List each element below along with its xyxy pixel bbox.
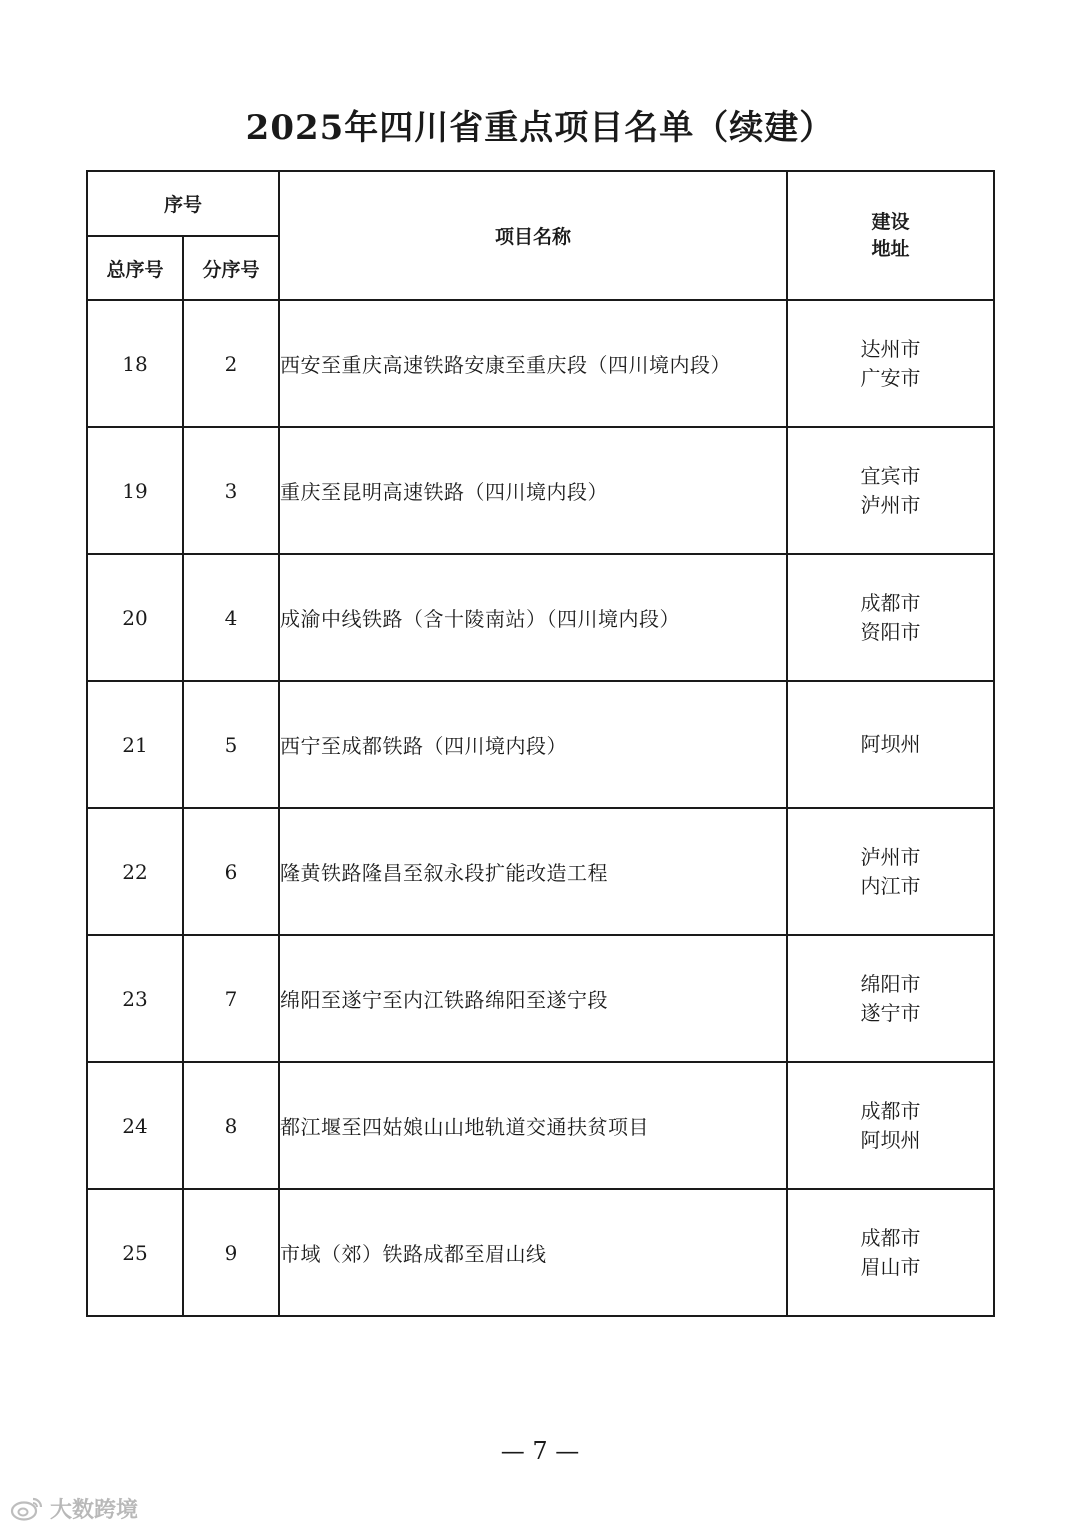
location-cell xyxy=(787,300,994,427)
location-line: 成都市 xyxy=(860,1225,921,1250)
sub-seq-cell: 9 xyxy=(183,1189,279,1316)
header-sub-seq: 分序号 xyxy=(183,236,279,300)
location-line: 泸州市 xyxy=(860,492,921,517)
location-cell xyxy=(787,554,994,681)
table-row xyxy=(87,935,994,1062)
project-name-cell: 都江堰至四姑娘山山地轨道交通扶贫项目 xyxy=(279,1062,787,1189)
location-cell xyxy=(787,1062,994,1189)
total-seq-cell: 23 xyxy=(87,935,183,1062)
sub-seq-cell: 4 xyxy=(183,554,279,681)
project-name-cell: 重庆至昆明高速铁路（四川境内段） xyxy=(279,427,787,554)
location-line: 泸州市 xyxy=(860,844,921,869)
location-cell xyxy=(787,427,994,554)
location-line: 宜宾市 xyxy=(860,463,921,488)
location-line: 内江市 xyxy=(860,873,921,898)
table-row xyxy=(87,808,994,935)
project-name-cell: 市域（郊）铁路成都至眉山线 xyxy=(279,1189,787,1316)
total-seq-cell: 20 xyxy=(87,554,183,681)
sub-seq-cell: 8 xyxy=(183,1062,279,1189)
table-row xyxy=(87,554,994,681)
location-line: 阿坝州 xyxy=(860,1127,921,1152)
location-line: 广安市 xyxy=(860,365,921,390)
sub-seq-cell: 6 xyxy=(183,808,279,935)
table-row xyxy=(87,1062,994,1189)
project-table xyxy=(86,170,995,1317)
total-seq-cell: 18 xyxy=(87,300,183,427)
location-line: 达州市 xyxy=(860,336,921,361)
header-project-name: 项目名称 xyxy=(279,171,787,300)
header-location xyxy=(787,171,994,300)
header-location-line2: 地址 xyxy=(871,237,910,260)
table-row xyxy=(87,1189,994,1316)
project-name-cell: 绵阳至遂宁至内江铁路绵阳至遂宁段 xyxy=(279,935,787,1062)
project-name-cell: 西安至重庆高速铁路安康至重庆段（四川境内段） xyxy=(279,300,787,427)
table-row xyxy=(87,300,994,427)
total-seq-cell: 21 xyxy=(87,681,183,808)
location-line: 成都市 xyxy=(860,590,921,615)
watermark xyxy=(10,1493,138,1524)
table-header-row xyxy=(87,171,994,236)
location-cell xyxy=(787,1189,994,1316)
sub-seq-cell: 7 xyxy=(183,935,279,1062)
page-number: — 7 — xyxy=(500,1437,580,1465)
table-row xyxy=(87,427,994,554)
header-location-line1: 建设 xyxy=(871,210,910,233)
location-line: 成都市 xyxy=(860,1098,921,1123)
sub-seq-cell: 5 xyxy=(183,681,279,808)
header-total-seq: 总序号 xyxy=(87,236,183,300)
location-line: 阿坝州 xyxy=(860,732,921,756)
total-seq-cell: 24 xyxy=(87,1062,183,1189)
sub-seq-cell: 2 xyxy=(183,300,279,427)
project-name-cell: 隆黄铁路隆昌至叙永段扩能改造工程 xyxy=(279,808,787,935)
document-title: 2025年四川省重点项目名单（续建） xyxy=(245,108,835,148)
location-cell xyxy=(787,681,994,808)
total-seq-cell: 25 xyxy=(87,1189,183,1316)
watermark-text: 大数跨境 xyxy=(50,1498,139,1523)
weibo-logo-icon xyxy=(10,1496,44,1522)
project-name-cell: 西宁至成都铁路（四川境内段） xyxy=(279,681,787,808)
header-seq-group: 序号 xyxy=(87,171,279,236)
location-line: 遂宁市 xyxy=(860,1000,921,1025)
project-name-cell: 成渝中线铁路（含十陵南站）（四川境内段） xyxy=(279,554,787,681)
location-line: 眉山市 xyxy=(860,1254,921,1279)
total-seq-cell: 22 xyxy=(87,808,183,935)
location-line: 绵阳市 xyxy=(860,971,921,996)
location-line: 资阳市 xyxy=(860,619,921,644)
table-row xyxy=(87,681,994,808)
location-cell xyxy=(787,808,994,935)
location-cell xyxy=(787,935,994,1062)
sub-seq-cell: 3 xyxy=(183,427,279,554)
total-seq-cell: 19 xyxy=(87,427,183,554)
